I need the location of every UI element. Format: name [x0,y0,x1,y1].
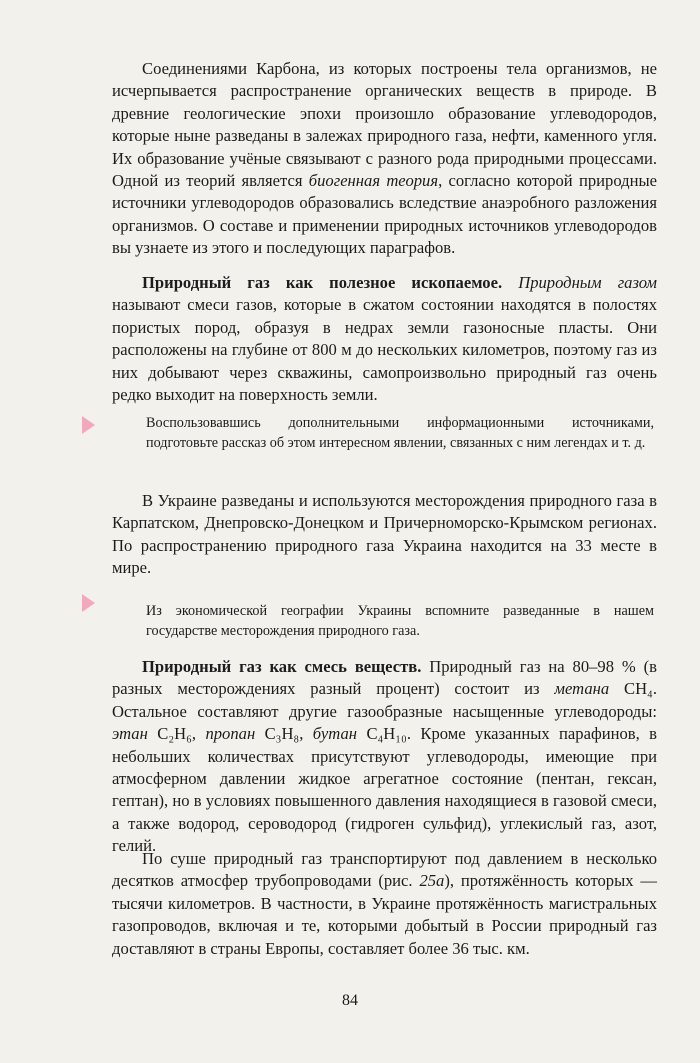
note-marker-icon [82,416,95,434]
paragraph-transport: По суше природный газ транспортируют под давлением в несколько десятков атмосфер трубопроводами (рис. 25а), протяжённость которых — тысячи километров. В частности, в Украине протяжённость магистральных газопроводов, включая и те, которыми добытый в России природный газ доставляют в страны Европы, составляет более 36 тыс. км. [112,849,657,958]
term-biogenic-theory: биогенная теория [308,171,439,191]
paragraph-ukraine-deposits: В Украине разведаны и используются месторождения природного газа в Карпатском, Днепровско-Донецком и Причерноморско-Крымском регионах. По распространению природного газа Украина находится на 33 месте в мире. [112,491,657,578]
section-heading-mixture: Природный газ как смесь веществ. [142,657,422,676]
figure-reference: 25а [419,871,445,891]
paragraph-gas-mixture: Природный газ как смесь веществ. Природный газ на 80–98 % (в разных месторождениях разный процент) состоит из метана CH₄. Остальное составляют другие газообразные насыщенные углеводороды: этан C₂H₆, пропан C₃H₈, бутан C₄H₁₀. Кроме указанных парафинов, в небольших количествах присутствуют углеводороды, имеющие при атмосферном давлении жидкое агрегатное состояние (пентан, гексан, гептан), но в условиях повышенного давления находящиеся в газовой смеси, а также водород, сероводород (гидроген сульфид), углекислый газ, азот, гелий. [112,657,658,856]
note-marker-icon [82,594,95,612]
section-heading-mineral: Природный газ как полезное ископаемое. [142,273,503,292]
page-number: 84 [342,992,358,1009]
paragraph-natural-gas-mineral: Природный газ как полезное ископаемое. Природным газом называют смеси газов, которые в сжатом состоянии находятся в полостях пористых пород, образуя в недрах земли газоносные пласты. Они расположены на глубине от 800 м до нескольких километров, поэтому газ из них добывают через скважины, самопроизвольно природный газ очень редко выходит на поверхность земли. [112,273,657,405]
task-note-1: Воспользовавшись дополнительными информационными источниками, подготовьте рассказ об этом интересном явлении, связанных с ним легендах и т. д. [146,415,654,451]
paragraph-intro: Соединениями Карбона, из которых построены тела организмов, не исчерпывается распространение органических веществ в природе. В древние геологические эпохи произошло образование углеводородов, которые ныне разведаны в залежах природного газа, нефти, каменного угля. Их образование учёные связывают с разного рода природными процессами. Одной из теорий является биогенная теория, согласно которой природные источники углеводородов образовались вследствие анаэробного разложения организмов. О составе и применении природных источников углеводородов вы узнаете из этого и последующих параграфов. [112,59,657,258]
task-note-2: Из экономической географии Украины вспомните разведанные в нашем государстве месторождения природного газа. [146,603,654,639]
